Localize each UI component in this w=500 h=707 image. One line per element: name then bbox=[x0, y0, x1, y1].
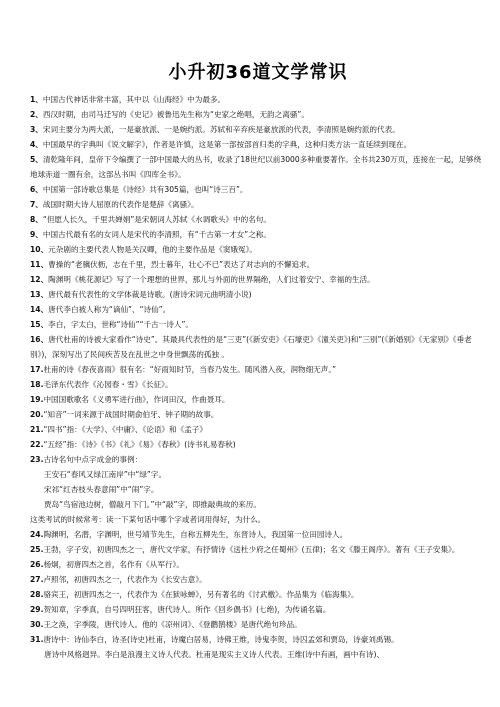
item-text: 清乾隆年间，皇帝下令编撰了一部中国最大的丛书，收录了18世纪以前3000多种重要著作。全书共230万页，连接在一起，足够绕地球赤道一圈有余，这部丛书叫《四库全书》。 bbox=[30, 155, 482, 179]
item-number: 7、 bbox=[30, 200, 43, 209]
item-number: 28. bbox=[30, 590, 44, 599]
item-number: 15、 bbox=[30, 320, 49, 329]
list-item bbox=[30, 557, 486, 572]
list-item bbox=[30, 152, 486, 182]
item-number: 30. bbox=[30, 620, 44, 629]
item-number: 9、 bbox=[30, 230, 43, 239]
item-text: 骆宾王，初唐四杰之一，代表作为《在狱咏蝉》，另有著名的《讨武檄》。作品集为《临海集》。 bbox=[43, 590, 359, 599]
item-text: 陶渊明，名潜，字渊明，世号靖节先生，自称五柳先生，东晋诗人，我国第一位田园诗人。 bbox=[43, 530, 348, 539]
item-number: 29. bbox=[30, 605, 44, 614]
item-number: 18. bbox=[30, 380, 44, 389]
item-text: 中国古代最有名的女词人是宋代的李清照，有“千古第一才女”之称。 bbox=[42, 230, 271, 239]
item-text: 古诗名句中点字成金的事例： bbox=[43, 455, 143, 464]
item-text: 宋祁“红杏枝头春意闹”中“闹”字。 bbox=[44, 485, 159, 494]
item-number: 20. bbox=[30, 410, 44, 419]
page-title: 小升初36道文学常识 bbox=[168, 62, 348, 83]
literature-list bbox=[30, 92, 486, 662]
item-text: 中国国歌歌名《义勇军进行曲》，作词田汉，作曲聂耳。 bbox=[43, 395, 230, 404]
item-text: 李白，字太白，世称“诗仙”“千古一诗人”。 bbox=[48, 320, 193, 329]
list-item bbox=[30, 467, 486, 482]
list-item bbox=[30, 287, 486, 302]
item-text: 中国古代神话非常丰富，其中以《山海经》中为最多。 bbox=[42, 95, 226, 104]
list-item bbox=[30, 392, 486, 407]
list-item bbox=[30, 122, 486, 137]
item-number: 23. bbox=[30, 455, 44, 464]
item-number: 26. bbox=[30, 560, 44, 569]
item-number: 17. bbox=[30, 365, 44, 374]
list-item bbox=[30, 107, 486, 122]
list-item bbox=[30, 422, 486, 437]
list-item bbox=[30, 632, 486, 647]
item-text: 陶渊明《桃花源记》写了一个理想的世界，那儿与外面的世界隔绝，人们过着安宁、幸福的生活。 bbox=[48, 275, 375, 284]
item-text: 王之涣，字季陵，唐代诗人。他的《凉州词》、《登鹳鹊楼》是唐代绝句珍品。 bbox=[43, 620, 302, 629]
item-number: 10、 bbox=[30, 245, 49, 254]
item-text: 唐代李白被人称为“谪仙”、“诗仙”。 bbox=[48, 305, 171, 314]
item-text: 中国最早的字典叫《说文解字》，作者是许慎，这是第一部按部首归类的字典，这种归类方法一直延续到现在。 bbox=[42, 140, 412, 149]
list-item bbox=[30, 272, 486, 287]
item-text: “四书”指：《大学》、《中庸》、《论语》和《孟子》 bbox=[43, 425, 207, 434]
item-text: 战国时期大诗人屈原的代表作是楚辞《离骚》。 bbox=[42, 200, 199, 209]
item-text: 王安石“春风又绿江南岸”中“绿”字。 bbox=[44, 470, 167, 479]
list-item bbox=[30, 92, 486, 107]
list-item bbox=[30, 212, 486, 227]
item-number: 8、 bbox=[30, 215, 43, 224]
list-item bbox=[30, 602, 486, 617]
item-text: 杨炯，初唐四杰之首，名作有《从军行》。 bbox=[43, 560, 184, 569]
list-item bbox=[30, 527, 486, 542]
item-number: 21. bbox=[30, 425, 44, 434]
list-item bbox=[30, 302, 486, 317]
item-number: 1、 bbox=[30, 95, 43, 104]
list-item bbox=[30, 587, 486, 602]
list-item bbox=[30, 542, 486, 557]
item-number: 24. bbox=[30, 530, 44, 539]
item-text: 唐代最有代表性的文学体裁是诗歌。(唐诗宋词元曲明清小说) bbox=[48, 290, 252, 299]
list-item bbox=[30, 317, 486, 332]
list-item bbox=[30, 497, 486, 512]
item-text: 曹操的“老骥伏枥，志在千里，烈士暮年，壮心不已”表达了对志向的不懈追求。 bbox=[48, 260, 315, 269]
item-text: 宋词主要分为两大派，一是豪放派、一是婉约派。苏轼和辛弃疾是豪放派的代表，李清照是婉约派的代表。 bbox=[42, 125, 400, 134]
item-number: 16、 bbox=[30, 335, 49, 344]
item-number: 11、 bbox=[30, 260, 49, 269]
item-text: 元杂剧的主要代表人物是关汉卿，他的主要作品是《窦娥冤》。 bbox=[48, 245, 257, 254]
list-item bbox=[30, 362, 486, 377]
item-number: 19. bbox=[30, 395, 44, 404]
item-number: 12、 bbox=[30, 275, 49, 284]
list-item bbox=[30, 377, 486, 392]
item-text: “五经”指：《诗》《书》《礼》《易》《春秋》(诗书礼易春秋) bbox=[43, 440, 236, 449]
item-text: 这类考试的时候常考：读一下某句话中哪个字或者词用得好，为什么。 bbox=[30, 515, 266, 524]
item-text: 卢照邻，初唐四杰之一，代表作为《长安古意》。 bbox=[43, 575, 207, 584]
item-number: 31. bbox=[30, 635, 44, 644]
list-item bbox=[30, 137, 486, 152]
list-item bbox=[30, 482, 486, 497]
item-number: 6、 bbox=[30, 185, 43, 194]
item-text: 中国第一部诗歌总集是《诗经》共有305篇，也叫“诗三百”。 bbox=[42, 185, 248, 194]
list-item bbox=[30, 197, 486, 212]
list-item bbox=[30, 332, 486, 362]
list-item bbox=[30, 182, 486, 197]
item-text: 贺知章，字季真，自号四明狂客，唐代诗人。所作《回乡偶书》(七绝)，为传诵名篇。 bbox=[43, 605, 331, 614]
item-number: 13、 bbox=[30, 290, 49, 299]
item-text: 毛泽东代表作《沁园春・雪》《长征》。 bbox=[43, 380, 173, 389]
item-number: 27. bbox=[30, 575, 44, 584]
item-number: 5、 bbox=[30, 155, 43, 164]
item-text: 唐代杜甫的诗被大家看作“诗史”。其最具代表性的是“三吏”(《新安吏》《石壕吏》《潼关吏》)和“三别”(《新婚别》《无家别》《垂老别》)，深刻写出了民间疾苦及在乱世之中身世飘荡的孤独 。 bbox=[30, 335, 472, 359]
list-item bbox=[30, 512, 486, 527]
item-number: 2、 bbox=[30, 110, 43, 119]
item-number: 3、 bbox=[30, 125, 43, 134]
item-number: 25. bbox=[30, 545, 44, 554]
list-item bbox=[30, 572, 486, 587]
list-item bbox=[30, 452, 486, 467]
list-item bbox=[30, 242, 486, 257]
item-number: 14、 bbox=[30, 305, 49, 314]
item-text: “但愿人长久，千里共婵娟”是宋朝词人苏轼《水调歌头》中的名句。 bbox=[42, 215, 271, 224]
item-text: 唐诗中：诗仙李白，诗圣(诗史)杜甫，诗魔白居易，诗佛王维，诗鬼李贺，诗囚孟郊和贾岛，诗豪刘禹锡。 bbox=[43, 635, 399, 644]
list-item bbox=[30, 617, 486, 632]
item-number: 4、 bbox=[30, 140, 43, 149]
list-item bbox=[30, 257, 486, 272]
item-text: 杜甫的诗《春夜喜雨》很有名：“好雨知时节，当春乃发生。随风潜入夜，润物细无声。” bbox=[43, 365, 337, 374]
list-item bbox=[30, 407, 486, 422]
item-text: “知音”一词来源于战国时期俞伯牙、钟子期的故事。 bbox=[43, 410, 219, 419]
item-text: 西汉时期，由司马迁写的《史记》被鲁迅先生称为“史家之绝唱，无韵之离骚”。 bbox=[42, 110, 309, 119]
item-text: 王勃，字子安，初唐四杰之一，唐代文学家，有抒情诗《送杜少府之任蜀州》(五律)；名文《滕王阁序》。著有《王子安集》。 bbox=[43, 545, 460, 554]
item-text: 唐诗中风格迥异。李白是浪漫主义诗人代表。杜甫是现实主义诗人代表。王维(诗中有画，画中有诗)、 bbox=[44, 650, 385, 659]
list-item bbox=[30, 647, 486, 662]
item-text: 贾岛“鸟宿池边树，僧敲月下门。”中“敲”字，即推敲典故的来历。 bbox=[44, 500, 261, 509]
item-number: 22. bbox=[30, 440, 44, 449]
list-item bbox=[30, 437, 486, 452]
list-item bbox=[30, 227, 486, 242]
